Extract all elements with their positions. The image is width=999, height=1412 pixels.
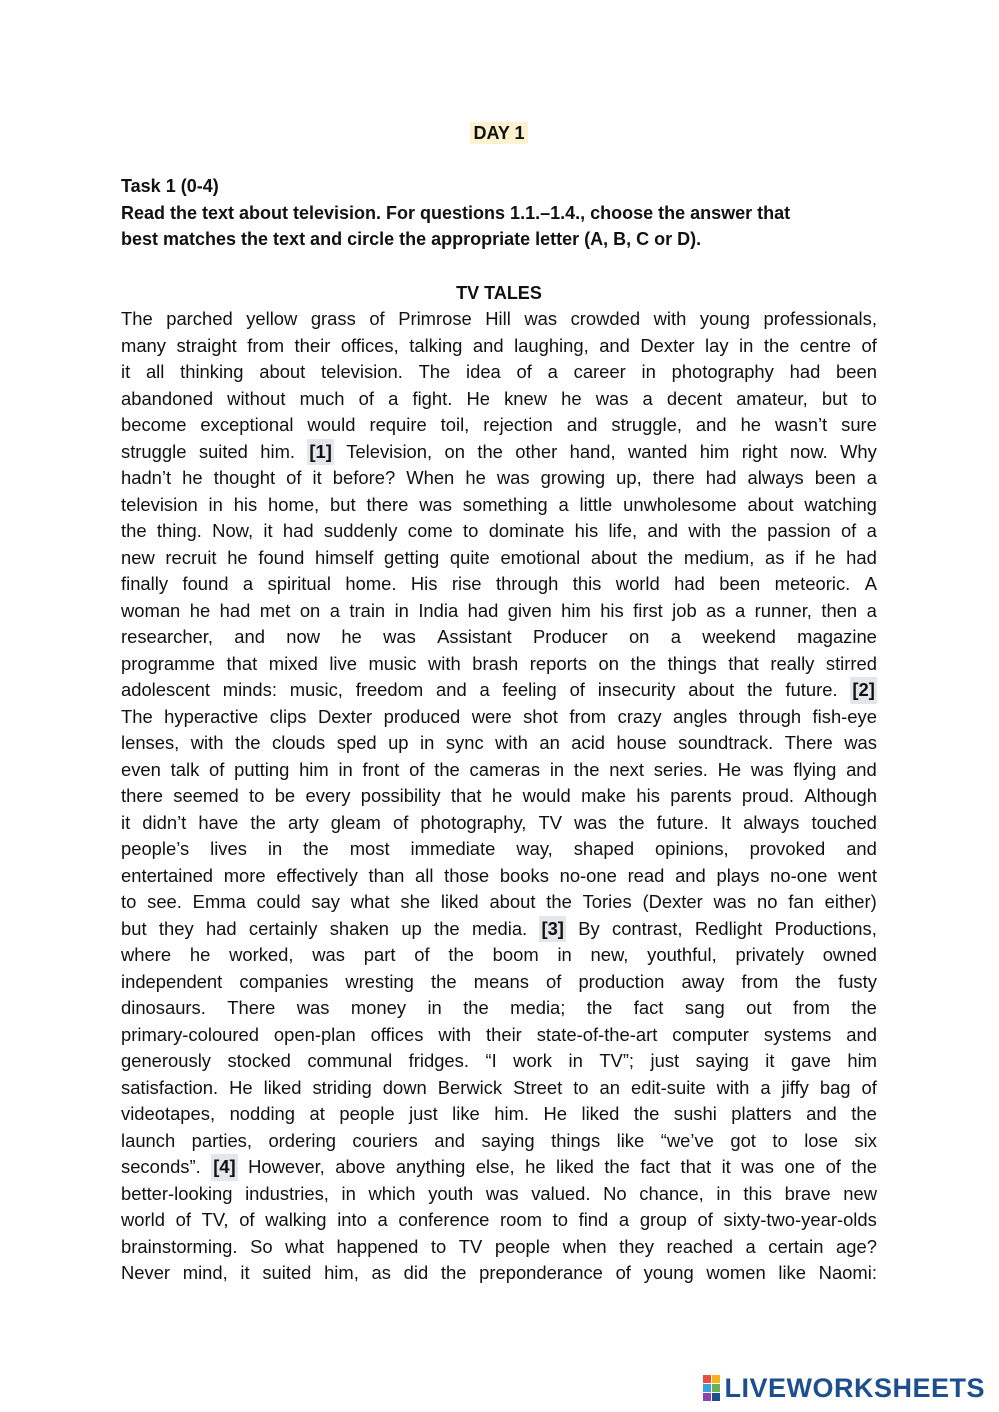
article-line: world of TV, of walking into a conference room to find a group of sixty-two-year-olds [121, 1209, 877, 1230]
article-line: The hyperactive clips Dexter produced were shot from crazy angles through fish-eye [121, 705, 877, 727]
article-line: adolescent minds: music, freedom and a feeling of insecurity about the future. [2] [121, 677, 877, 704]
article-line: researcher, and now he was Assistant Producer on a weekend magazine [121, 626, 877, 647]
logo-mark-square [703, 1393, 711, 1401]
article-line: television in his home, but there was something a little unwholesome about watching [121, 493, 877, 515]
article-line: primary-coloured open-plan offices with their state-of-the-art computer systems and [121, 1023, 877, 1045]
logo-mark-square [703, 1375, 711, 1383]
article-line: but they had certainly shaken up the media. [3] By contrast, Redlight Productions, [121, 916, 877, 943]
article-line: generously stocked communal fridges. “I work in TV”; just saying it gave him [121, 1050, 877, 1071]
article-line: videotapes, nodding at people just like him. He liked the sushi platters and the [121, 1103, 877, 1124]
article-line: it all thinking about television. The idea of a career in photography had been [121, 361, 877, 382]
article-line: The parched yellow grass of Primrose Hill was crowded with young professionals, [121, 308, 877, 329]
liveworksheets-logo [703, 1372, 985, 1404]
article-line: launch parties, ordering couriers and saying things like “we’ve got to lose six [121, 1129, 877, 1151]
gap-marker: [2] [850, 677, 876, 704]
task-header [121, 173, 877, 253]
article-line: there seemed to be every possibility that he would make his parents proud. Although [121, 785, 877, 806]
article-line: woman he had met on a train in India had given him his first job as a runner, then a [121, 599, 877, 621]
logo-mark-square [712, 1375, 720, 1383]
article-body [121, 306, 877, 1287]
article-line: struggle suited him. [1] Television, on the other hand, wanted him right now. Why [121, 439, 877, 466]
logo-mark-square [703, 1384, 711, 1392]
task-label: Task 1 (0-4) [121, 176, 219, 196]
article-line: independent companies wresting the means of production away from the fusty [121, 970, 877, 992]
article-line: entertained more effectively than all those books no-one read and plays no-one went [121, 864, 877, 886]
task-instruction-line-2: best matches the text and circle the appropriate letter (A, B, C or D). [121, 229, 702, 249]
gap-marker: [1] [307, 439, 333, 466]
logo-mark-icon [703, 1375, 720, 1401]
article-line: it didn’t have the arty gleam of photography, TV was the future. It always touched [121, 811, 877, 833]
article-line: seconds”. [4] However, above anything else, he liked the fact that it was one of the [121, 1154, 877, 1181]
gap-marker: [4] [211, 1154, 237, 1181]
logo-mark-square [712, 1384, 720, 1392]
article-line: lenses, with the clouds sped up in sync with an acid house soundtrack. There was [121, 732, 877, 753]
article-line: become exceptional would require toil, rejection and struggle, and he wasn’t sure [121, 414, 877, 435]
article-line: Never mind, it suited him, as did the preponderance of young women like Naomi: [121, 1262, 877, 1283]
article-line: programme that mixed live music with brash reports on the things that really stirred [121, 652, 877, 674]
day-label: DAY 1 [470, 122, 527, 144]
article-line: abandoned without much of a fight. He knew he was a decent amateur, but to [121, 387, 877, 409]
article-line: dinosaurs. There was money in the media; the fact sang out from the [121, 997, 877, 1018]
article-line: satisfaction. He liked striding down Berwick Street to an edit-suite with a jiffy bag of [121, 1076, 877, 1098]
article-line: the thing. Now, it had suddenly come to dominate his life, and with the passion of a [121, 520, 877, 541]
day-heading [121, 120, 877, 146]
logo-text: LIVEWORKSHEETS [724, 1372, 985, 1403]
article-title: TV TALES [456, 283, 542, 303]
logo-mark-square [712, 1393, 720, 1401]
task-instruction-line-1: Read the text about television. For questions 1.1.–1.4., choose the answer that [121, 202, 791, 223]
article-line: brainstorming. So what happened to TV people when they reached a certain age? [121, 1235, 877, 1257]
article-line: where he worked, was part of the boom in new, youthful, privately owned [121, 944, 877, 965]
article-line: hadn’t he thought of it before? When he was growing up, there had always been a [121, 467, 877, 488]
article-line: new recruit he found himself getting quite emotional about the medium, as if he had [121, 546, 877, 568]
article-line: many straight from their offices, talking and laughing, and Dexter lay in the centre of [121, 334, 877, 356]
gap-marker: [3] [539, 916, 565, 943]
article-line: finally found a spiritual home. His rise through this world had been meteoric. A [121, 573, 877, 594]
article-line: people’s lives in the most immediate way, shaped opinions, provoked and [121, 838, 877, 859]
article-line: to see. Emma could say what she liked about the Tories (Dexter was no fan either) [121, 891, 877, 912]
article-line: better-looking industries, in which youth was valued. No chance, in this brave new [121, 1182, 877, 1204]
article-line: even talk of putting him in front of the cameras in the next series. He was flying and [121, 758, 877, 780]
